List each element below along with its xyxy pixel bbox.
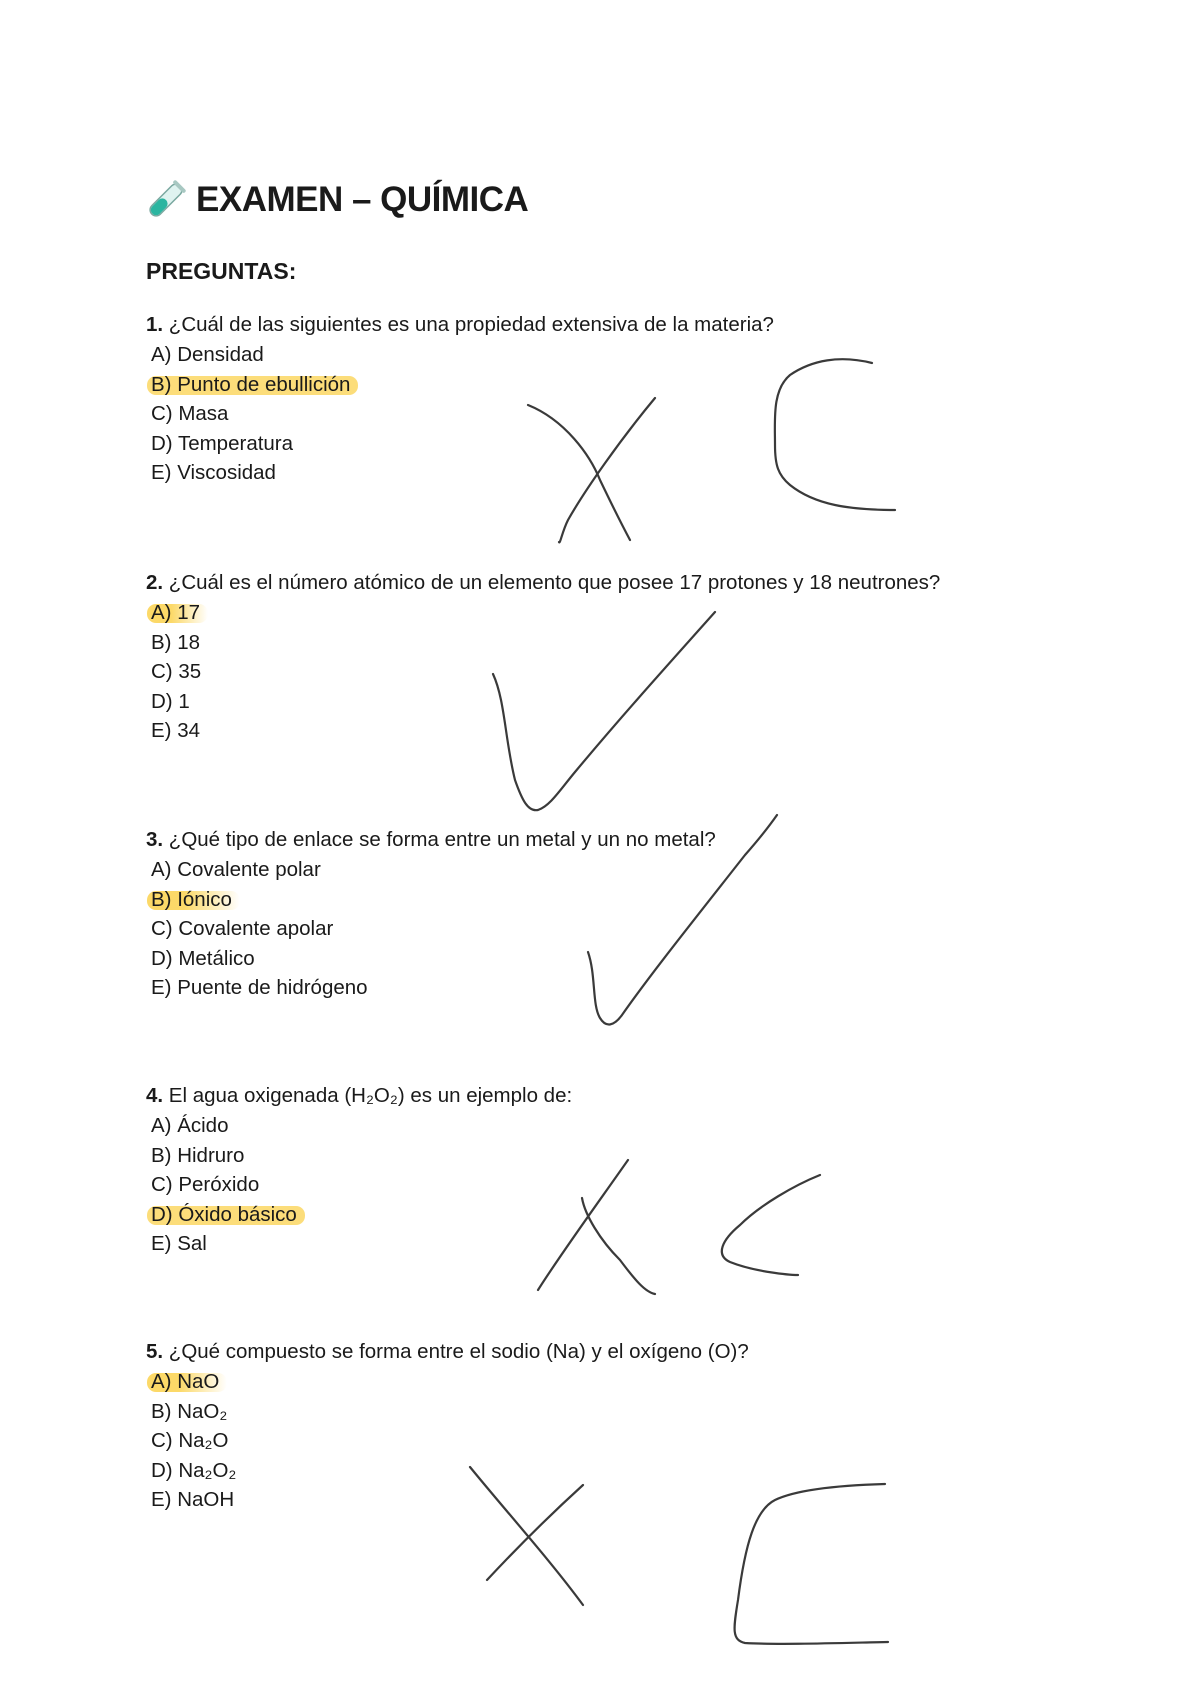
answer-option: A) Densidad: [151, 343, 264, 366]
answer-option: E) NaOH: [151, 1488, 235, 1511]
question-number: 4.: [146, 1084, 164, 1107]
answer-option: D) Na₂O₂: [151, 1458, 237, 1482]
test-tube-icon: [144, 178, 188, 222]
answer-option: E) Puente de hidrógeno: [151, 976, 368, 999]
answer-option-highlighted: [146, 1200, 572, 1230]
answer-option: E) 34: [151, 719, 200, 742]
answer-option: D) Temperatura: [151, 431, 294, 455]
question-3: [146, 825, 716, 1003]
highlighted-answer: A) NaO: [151, 1370, 220, 1393]
answer-option-highlighted: [146, 885, 716, 915]
answer-option: C) Masa: [151, 402, 229, 425]
question-1: [146, 310, 774, 488]
highlighted-answer: B) Iónico: [151, 887, 232, 911]
question-number: 5.: [146, 1340, 164, 1363]
answer-option: A) Covalente polar: [151, 858, 321, 881]
question-stem: [146, 568, 940, 598]
answer-option: E) Viscosidad: [151, 461, 276, 484]
question-text: ¿Cuál de las siguientes es una propiedad extensiva de la materia?: [163, 313, 774, 336]
answer-option: D) Metálico: [151, 946, 255, 970]
question-text: ¿Cuál es el número atómico de un elemento que posee 17 protones y 18 neutrones?: [163, 571, 941, 594]
answer-option: C) Peróxido: [151, 1173, 260, 1196]
question-text: El agua oxigenada (H₂O₂) es un ejemplo de:: [163, 1084, 573, 1107]
c-mark: [775, 359, 895, 510]
answer-option: A) Ácido: [151, 1114, 229, 1137]
answer-option-highlighted: [146, 370, 774, 400]
c-mark: [735, 1484, 888, 1644]
question-text: ¿Qué tipo de enlace se forma entre un metal y un no metal?: [163, 828, 716, 851]
question-number: 3.: [146, 828, 164, 851]
answer-option: C) Na₂O: [151, 1429, 229, 1452]
question-text: ¿Qué compuesto se forma entre el sodio (Na) y el oxígeno (O)?: [163, 1340, 749, 1363]
question-stem: [146, 825, 716, 855]
section-heading: PREGUNTAS:: [146, 258, 297, 284]
answer-option: D) 1: [151, 689, 190, 713]
c-mark: [722, 1175, 820, 1275]
answer-option: C) 35: [151, 660, 202, 683]
page-title: [144, 178, 528, 222]
question-number: 2.: [146, 571, 164, 594]
question-stem: [146, 1081, 572, 1111]
answer-option: C) Covalente apolar: [151, 917, 334, 940]
highlighted-answer: B) Punto de ebullición: [151, 372, 351, 396]
question-5: [146, 1337, 749, 1515]
title-text: EXAMEN – QUÍMICA: [196, 180, 529, 219]
highlighted-answer: D) Óxido básico: [151, 1202, 297, 1226]
answer-option: E) Sal: [151, 1232, 207, 1255]
answer-option: B) Hidruro: [151, 1143, 245, 1167]
question-stem: [146, 1337, 749, 1367]
question-number: 1.: [146, 313, 164, 336]
highlighted-answer: A) 17: [151, 601, 200, 624]
answer-option: B) 18: [151, 630, 200, 654]
question-stem: [146, 310, 774, 340]
answer-option-highlighted: [146, 598, 940, 628]
answer-option-highlighted: [146, 1367, 749, 1397]
question-2: [146, 568, 940, 746]
answer-option: B) NaO₂: [151, 1399, 228, 1423]
question-4: [146, 1081, 572, 1259]
